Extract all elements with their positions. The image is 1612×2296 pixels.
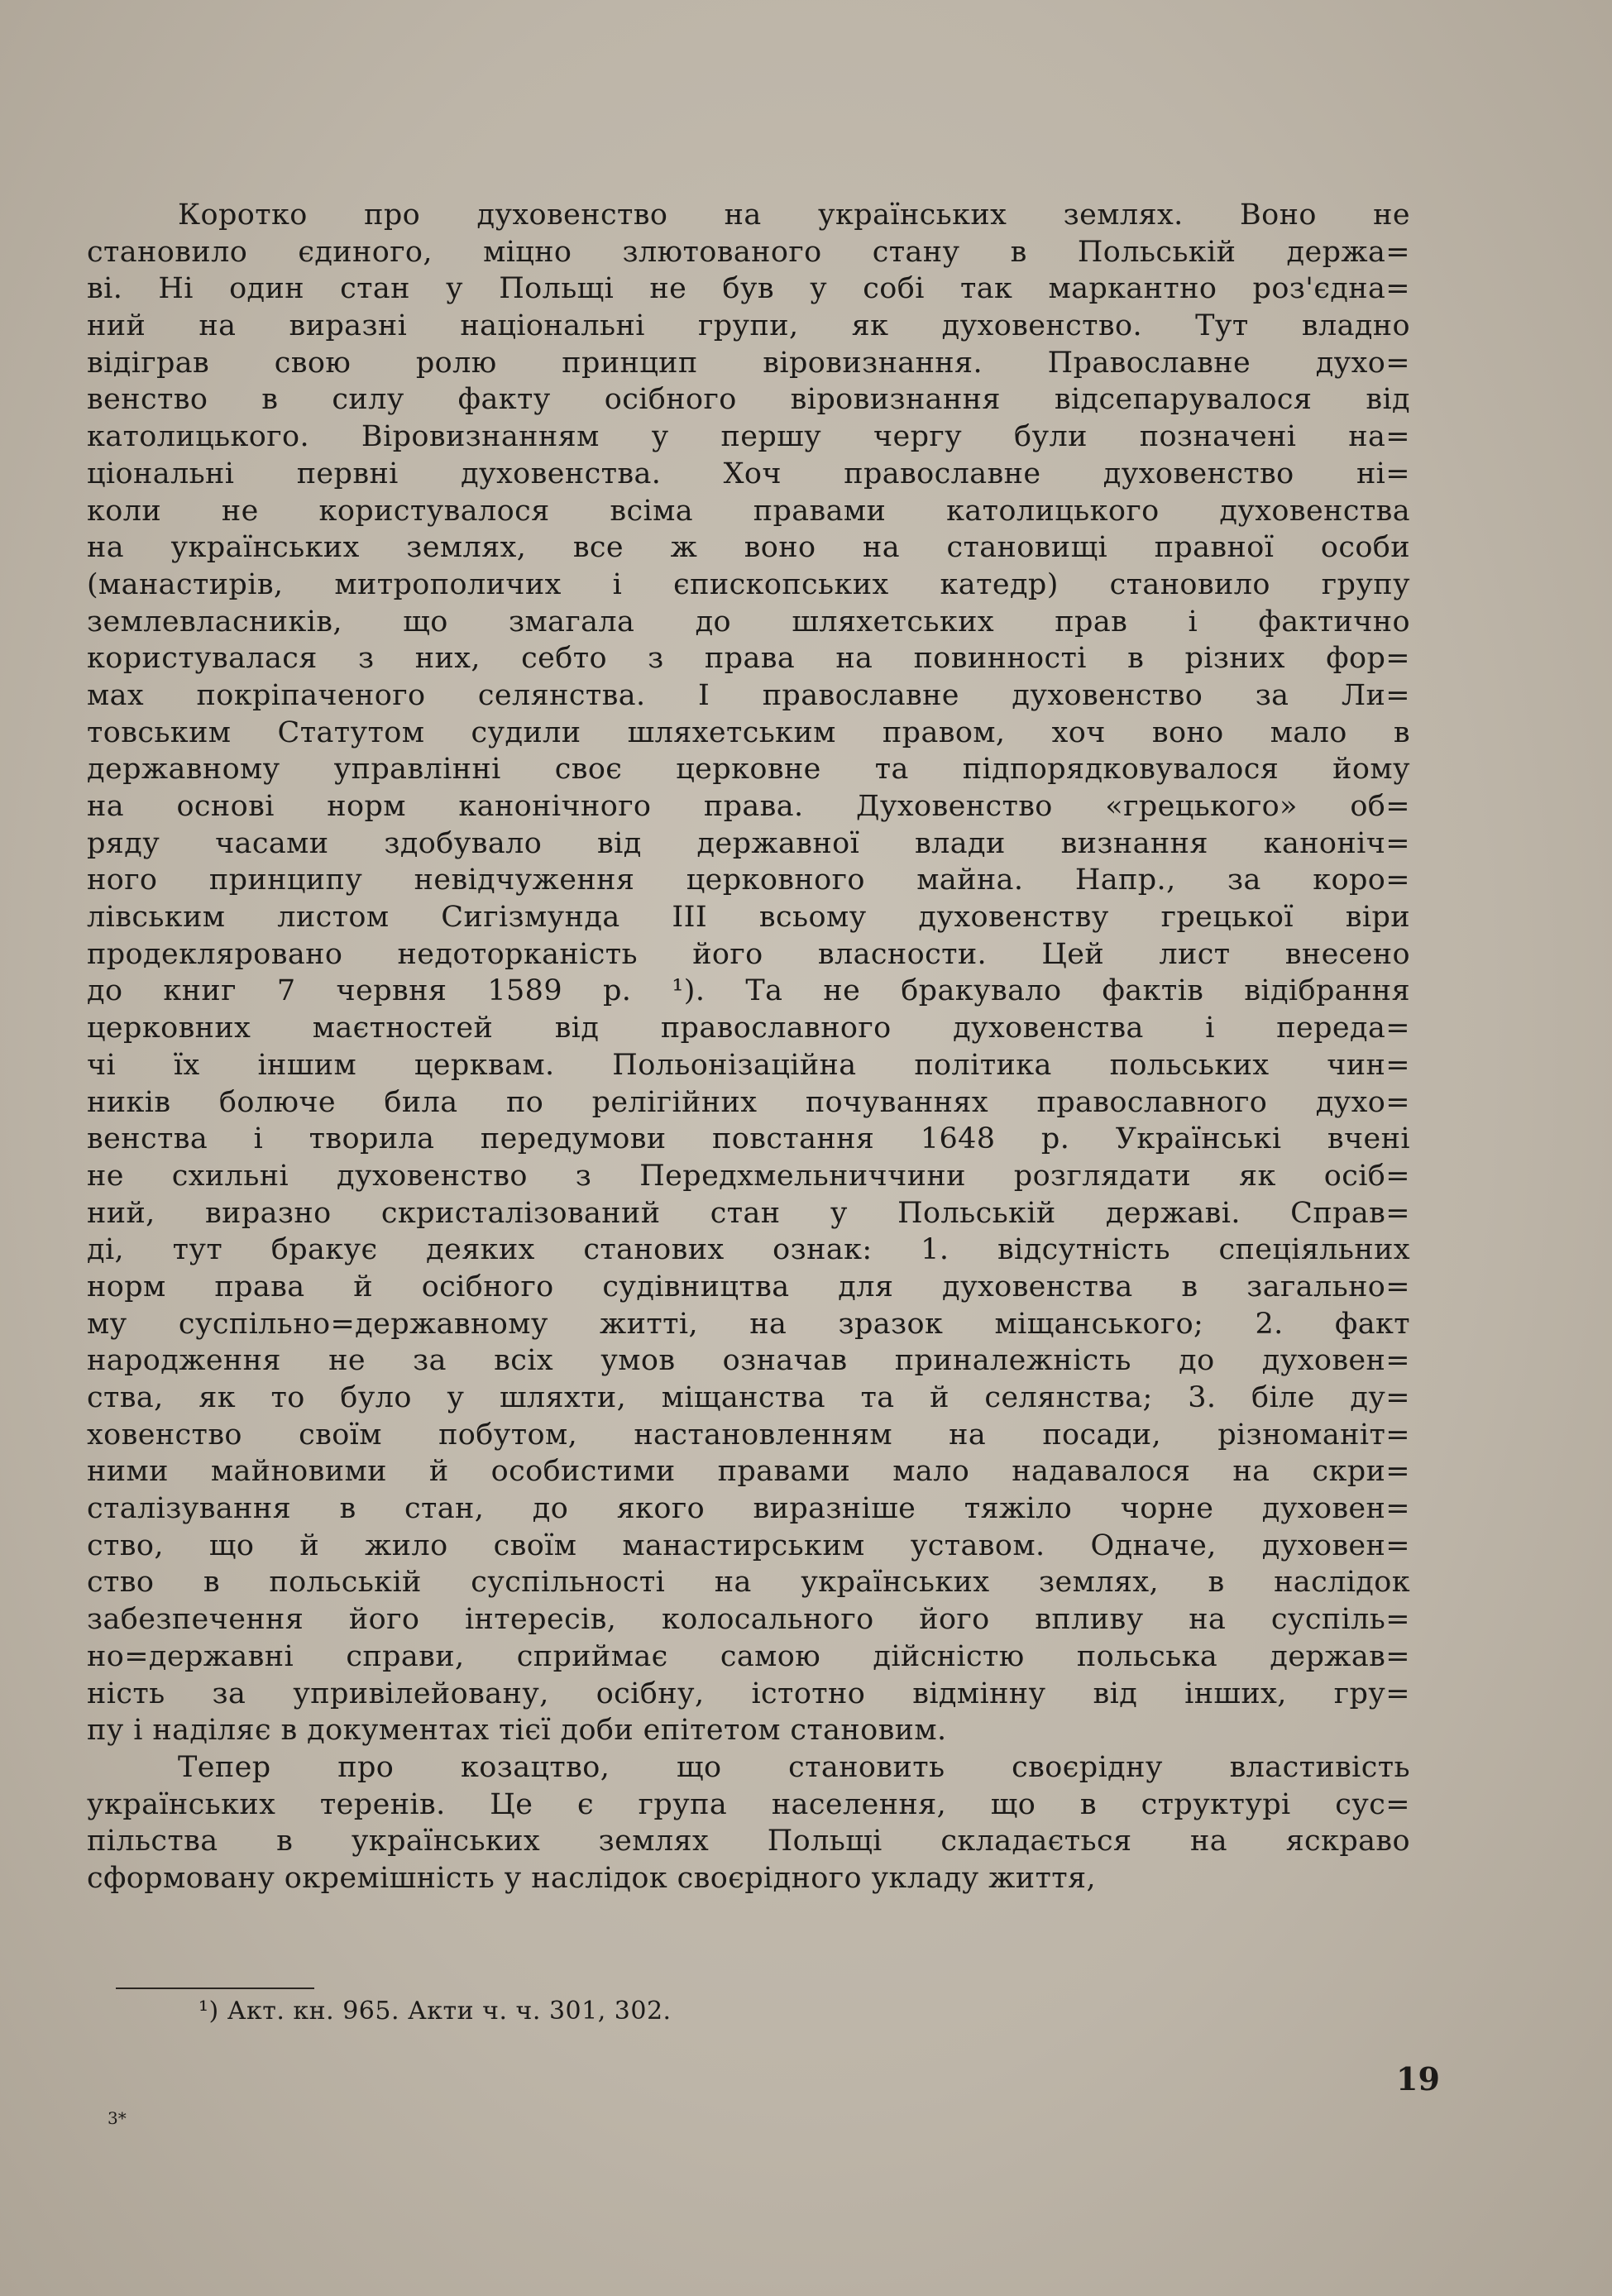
text-line: не схильні духовенство з Передхмельниччини розглядати як осіб= [87,1159,1410,1193]
text-line: ховенство своїм побутом, настановленням на посади, різноманіт= [87,1418,1410,1452]
text-line: Тепер про козацтво, що становить своєрідну властивість [178,1750,1410,1784]
text-line: українських теренів. Це є група населення, що в структурі сус= [87,1787,1410,1821]
text-line: користувалася з них, себто з права на повинності в різних фор= [87,642,1410,676]
page-number: 19 [1396,2060,1440,2097]
text-line: ряду часами здобувало від державної влади визнання каноніч= [87,826,1410,860]
text-line: Коротко про духовенство на українських землях. Воно не [178,199,1410,232]
text-line: до книг 7 червня 1589 р. ¹). Та не бракувало фактів відібрання [87,974,1410,1008]
text-line: становило єдиного, міцно злютованого стану в Польській держа= [87,235,1410,269]
text-line: забезпечення його інтересів, колосального його впливу на суспіль= [87,1603,1410,1637]
text-line: ними майновими й особистими правами мало надавалося на скри= [87,1455,1410,1489]
text-line: ді, тут бракує деяких станових ознак: 1. відсутність спеціяльних [87,1233,1410,1267]
text-line: лівським листом Сигізмунда III всьому духовенству грецької віри [87,901,1410,935]
text-line: католицького. Віровизнанням у першу чергу були позначені на= [87,420,1410,454]
text-line: ного принципу невідчуження церковного майна. Напр., за коро= [87,863,1410,897]
text-line: му суспільно=державному житті, на зразок міщанського; 2. факт [87,1307,1410,1341]
text-line: ства, як то було у шляхти, міщанства та й селянства; 3. біле ду= [87,1381,1410,1414]
text-line: землевласників, що змагала до шляхетських прав і фактично [87,605,1410,639]
text-line: на основі норм канонічного права. Духовенство «грецького» об= [87,790,1410,823]
text-line: пу і наділяє в документах тієї доби епітетом становим. [87,1714,947,1748]
text-line: ність за упривілейовану, осібну, істотно відмінну від інших, гру= [87,1677,1410,1710]
text-line: відіграв свою ролю принцип віровизнання. Православне духо= [87,346,1410,380]
text-line: продекляровано недоторканість його власности. Цей лист внесено [87,937,1410,971]
text-line: державному управлінні своє церковне та підпорядковувалося йому [87,753,1410,787]
text-line: норм права й осібного судівництва для духовенства в загально= [87,1270,1410,1303]
text-line: (манастирів, митрополичих і єпископських катедр) становило групу [87,567,1410,601]
signature-mark: 3* [108,2108,127,2128]
body-text [87,197,1410,1897]
text-line: коли не користувалося всіма правами католицького духовенства [87,494,1410,528]
text-line: ціональні первні духовенства. Хоч православне духовенство ні= [87,457,1410,490]
text-line: ство в польській суспільності на українських землях, в наслідок [87,1566,1410,1600]
footnote: ¹) Акт. кн. 965. Акти ч. ч. 301, 302. [199,1997,672,2026]
paragraph [87,1749,1410,1897]
text-line: венство в силу факту осібного віровизнання відсепарувалося від [87,383,1410,417]
footnote-separator [116,1987,314,1989]
text-line: сталізування в стан, до якого виразніше тяжіло чорне духовен= [87,1492,1410,1526]
text-line: венства і творила передумови повстання 1648 р. Українські вчені [87,1122,1410,1156]
text-line: ві. Ні один стан у Польщі не був у собі так маркантно роз'єдна= [87,272,1410,306]
text-line: ний на виразні національні групи, як духовенство. Тут владно [87,309,1410,343]
text-line: сформовану окремішність у наслідок своєрідного укладу життя, [87,1861,1096,1895]
text-line: на українських землях, все ж воно на становищі правної особи [87,531,1410,565]
text-line: ство, що й жило своїм манастирським уставом. Одначе, духовен= [87,1528,1410,1562]
text-line: ний, виразно скристалізований стан у Польській державі. Справ= [87,1196,1410,1230]
text-line: церковних маєтностей від православного духовенства і переда= [87,1012,1410,1045]
paragraph [87,197,1410,1749]
text-line: мах покріпаченого селянства. І православне духовенство за Ли= [87,678,1410,712]
text-line: ників болюче била по релігійних почуваннях православного духо= [87,1085,1410,1119]
text-line: но=державні справи, сприймає самою дійсністю польська держав= [87,1639,1410,1673]
text-line: товським Статутом судили шляхетським правом, хоч воно мало в [87,715,1410,749]
text-line: пільства в українських землях Польщі складається на яскраво [87,1825,1410,1858]
text-line: чі їх іншим церквам. Польонізаційна політика польських чин= [87,1048,1410,1082]
text-line: народження не за всіх умов означав приналежність до духовен= [87,1344,1410,1378]
